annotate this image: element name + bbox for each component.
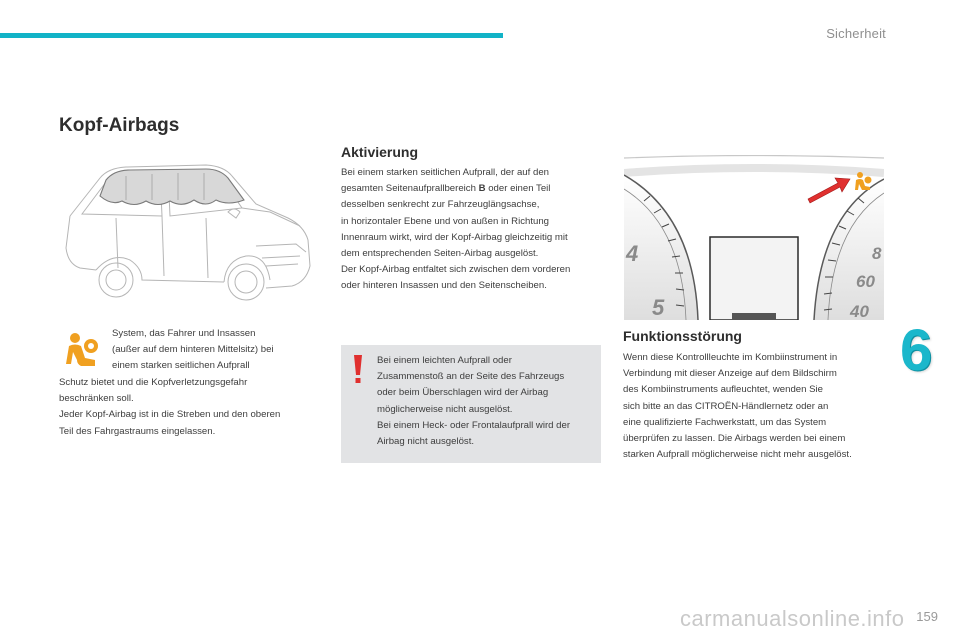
- text-line: Bei einem Heck- oder Frontalaufprall wird der: [377, 419, 571, 431]
- text-line: Bei einem starken seitlichen Aufprall, der auf den: [341, 167, 549, 178]
- text-line: Innenraum wirkt, wird der Kopf-Airbag gleichzeitig mit: [341, 231, 568, 243]
- curtain-airbag-shape: [100, 169, 244, 205]
- text-line: Teil des Fahrgastraums eingelassen.: [59, 425, 216, 437]
- dial-digit: 60: [856, 272, 875, 291]
- warning-box: [341, 345, 601, 463]
- car-illustration: [56, 156, 318, 314]
- aktivierung-heading: Aktivierung: [341, 144, 419, 160]
- dial-digit: 40: [850, 302, 869, 320]
- text-line: in horizontaler Ebene und von außen in Richtung: [341, 215, 550, 227]
- text-line: Der Kopf-Airbag entfaltet sich zwischen dem vorderen: [341, 264, 571, 276]
- system-description-indented: [112, 326, 312, 375]
- text-line: überprüfen zu lassen. Die Airbags werden bei einem: [623, 433, 846, 445]
- airbag-warning-icon: [63, 330, 103, 370]
- text-line: [341, 181, 611, 197]
- warning-text: [377, 353, 599, 450]
- text-line: Airbag nicht ausgelöst.: [377, 436, 475, 448]
- text-line: Bei einem leichten Aufprall oder: [377, 355, 512, 366]
- text-line: oder beim Überschlagen wird der Airbag: [377, 387, 549, 399]
- suv-airbag-drawing: [56, 156, 318, 314]
- page-title: Kopf-Airbags: [59, 115, 180, 136]
- page-number: 159: [916, 609, 938, 624]
- dial-digit: 8: [872, 244, 882, 263]
- text-line: (außer auf dem hinteren Mittelsitz) bei: [112, 344, 274, 356]
- dial-digit: 5: [652, 295, 665, 320]
- chapter-number: 6: [900, 318, 933, 383]
- text-line: desselben senkrecht zur Fahrzeuglängsachse,: [341, 199, 540, 211]
- dial-digit: 4: [626, 241, 639, 266]
- text-line: des Kombiinstruments aufleuchtet, wenden Sie: [623, 384, 823, 396]
- exclamation-icon: [352, 355, 364, 385]
- funktionsstoerung-heading: Funktionsstörung: [623, 328, 742, 344]
- funktionsstoerung-text: [623, 350, 893, 463]
- instrument-cluster-illustration: [624, 155, 884, 320]
- text-line: System, das Fahrer und Insassen: [112, 328, 256, 339]
- text-fragment: oder einen Teil: [485, 183, 551, 195]
- text-line: Verbindung mit dieser Anzeige auf dem Bildschirm: [623, 368, 837, 380]
- system-description-full: [59, 375, 321, 440]
- text-line: sich bitte an das CITROËN-Händlernetz oder an: [623, 400, 829, 412]
- text-line: oder hinteren Insassen und den Seitenscheiben.: [341, 280, 547, 292]
- text-line: Zusammenstoß an der Seite des Fahrzeugs: [377, 371, 565, 383]
- center-display: [710, 237, 798, 320]
- text-line: Jeder Kopf-Airbag ist in die Streben und den oberen: [59, 409, 281, 421]
- text-line: möglicherweise nicht ausgelöst.: [377, 403, 513, 415]
- aktivierung-text: [341, 165, 611, 295]
- text-line: dem entsprechenden Seiten-Airbag ausgelöst.: [341, 248, 539, 260]
- section-title: Sicherheit: [826, 26, 886, 41]
- text-line: einem starken seitlichen Aufprall: [112, 360, 250, 372]
- header-accent-bar: [0, 33, 503, 38]
- text-line: Schutz bietet und die Kopfverletzungsgefahr: [59, 377, 248, 388]
- display-base: [732, 313, 776, 320]
- text-line: beschränken soll.: [59, 393, 134, 405]
- text-line: eine qualifizierte Fachwerkstatt, um das System: [623, 416, 827, 428]
- text-fragment: gesamten Seitenaufprallbereich: [341, 183, 479, 195]
- text-line: Wenn diese Kontrollleuchte im Kombiinstrument in: [623, 352, 838, 363]
- zone-label-b: B: [478, 183, 486, 195]
- watermark: carmanualsonline.info: [680, 606, 905, 631]
- text-line: starken Aufprall möglicherweise nicht mehr ausgelöst.: [623, 449, 852, 461]
